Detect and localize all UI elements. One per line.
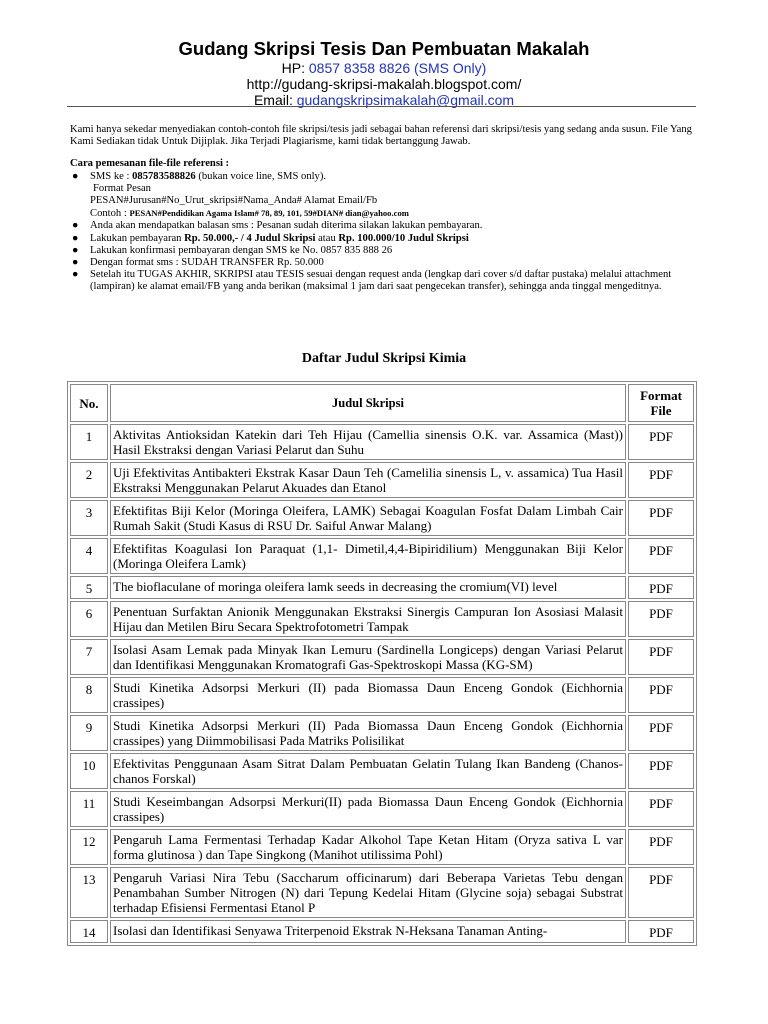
row-number: 4 [70,538,108,574]
row-title: Efektifitas Koagulasi Ion Paraquat (1,1- Dimetil,4,4-Bipiridilium) Menggunakan Biji Kelor (Moringa Oleifera Lamk) [110,538,626,574]
sms-number: 085783588826 [132,170,196,182]
table-row [70,576,694,599]
row-title: Studi Kinetika Adsorpsi Merkuri (II) Pada Biomassa Daun Enceng Gondok (Eichhornia crassipes) yang Diimmobilisasi Pada Matriks Polisilikat [110,715,626,751]
row-number: 12 [70,829,108,865]
row-number: 8 [70,677,108,713]
format-label: Format Pesan [93,182,151,194]
intro-paragraph: Kami hanya sekedar menyediakan contoh-contoh file skripsi/tesis jadi sebagai bahan referensi dari skripsi/tesis yang sedang anda susun. File Yang Kami Sediakan tidak Untuk Dijiplak. Jika Terjadi Plagiarisme, kami tidak bertanggung Jawab. [70,124,692,148]
order-step-sms: ● SMS ke : 085783588826 (bukan voice line, SMS only). [72,170,327,182]
row-format: PDF [628,791,694,827]
header-divider [67,106,696,107]
row-title: Penentuan Surfaktan Anionik Menggunakan Ekstraksi Sinergis Campuran Ion Asosiasi Malasit Hijau dan Metilen Biru Secara Spektrofotometri Tampak [110,601,626,637]
row-number: 5 [70,576,108,599]
bullet-icon: ● [72,220,79,232]
format-value: PESAN#Jurusan#No_Urut_skripsi#Nama_Anda# Alamat Email/Fb [90,195,378,207]
price-option-2: Rp. 100.000/10 Judul Skripsi [338,232,469,244]
row-number: 10 [70,753,108,789]
header-format: Format File [628,384,694,422]
header-judul: Judul Skripsi [110,384,626,422]
row-number: 7 [70,639,108,675]
row-number: 3 [70,500,108,536]
table-row [70,715,694,751]
document-title: Gudang Skripsi Tesis Dan Pembuatan Makalah [178,38,590,59]
order-step-payment: ● Lakukan pembayaran Rp. 50.000,- / 4 Judul Skripsi atau Rp. 100.000/10 Judul Skripsi [72,232,469,244]
table-row [70,677,694,713]
row-number: 2 [70,462,108,498]
table-row [70,601,694,637]
row-format: PDF [628,576,694,599]
row-title: The bioflaculane of moringa oleifera lamk seeds in decreasing the cromium(VI) level [110,576,626,599]
row-number: 13 [70,867,108,918]
table-row [70,639,694,675]
row-title: Pengaruh Lama Fermentasi Terhadap Kadar Alkohol Tape Ketan Hitam (Oryza sativa L var forma glutinosa ) dan Tape Singkong (Manihot utilissima Pohl) [110,829,626,865]
row-title: Uji Efektivitas Antibakteri Ekstrak Kasar Daun Teh (Camelilia sinensis L, v. assamica) Tua Hasil Ekstraksi Menggunakan Pelarut Akuades dan Etanol [110,462,626,498]
table-row [70,920,694,943]
email-label: Email: [253,92,293,108]
bullet-icon: ● [72,232,79,244]
phone-number: 0857 8358 8826 (SMS Only) [308,60,487,76]
blog-url: http://gudang-skripsi-makalah.blogspot.com/ [246,76,522,92]
bullet-icon: ● [72,244,79,256]
row-format: PDF [628,462,694,498]
row-title: Studi Kinetika Adsorpsi Merkuri (II) pada Biomassa Daun Enceng Gondok (Eichhornia crassipes) [110,677,626,713]
table-row [70,829,694,865]
table-row [70,500,694,536]
example-line: Contoh : PESAN#Pendidikan Agama Islam# 78, 89, 101, 59#DIAN# dian@yahoo.com [90,208,409,220]
row-format: PDF [628,601,694,637]
thesis-table [67,381,697,946]
row-number: 6 [70,601,108,637]
email-link[interactable]: gudangskripsimakalah@gmail.com [296,92,515,108]
phone-label: HP: [281,60,305,76]
row-title: Isolasi Asam Lemak pada Minyak Ikan Lemuru (Sardinella Longiceps) dengan Variasi Pelarut dan Identifikasi Menggunakan Kromatografi Gas-Spektroskopi Massa (KG-SM) [110,639,626,675]
row-format: PDF [628,829,694,865]
table-row [70,462,694,498]
table-row [70,424,694,460]
row-format: PDF [628,920,694,943]
row-title: Efektivitas Penggunaan Asam Sitrat Dalam Pembuatan Gelatin Tulang Ikan Bandeng (Chanos-chanos Forskal) [110,753,626,789]
row-format: PDF [628,639,694,675]
row-format: PDF [628,538,694,574]
row-number: 14 [70,920,108,943]
phone-line [0,60,768,76]
header-no: No. [70,384,108,422]
bullet-icon: ● [72,170,79,182]
table-header-row [70,384,694,422]
table-title: Daftar Judul Skripsi Kimia [301,351,467,366]
row-format: PDF [628,753,694,789]
row-title: Aktivitas Antioksidan Katekin dari Teh Hijau (Camellia sinensis O.K. var. Assamica (Mast)) Hasil Ekstraksi dengan Variasi Pelarut dan Suhu [110,424,626,460]
table-row [70,791,694,827]
order-step-confirm: ● Lakukan konfirmasi pembayaran dengan SMS ke No. 0857 835 888 26 [72,244,393,256]
row-number: 1 [70,424,108,460]
order-title: Cara pemesanan file-file referensi : [70,158,230,170]
table-row [70,753,694,789]
row-format: PDF [628,677,694,713]
row-number: 9 [70,715,108,751]
order-step-reply: ● Anda akan mendapatkan balasan sms : Pesanan sudah diterima silakan lakukan pembayaran. [72,220,483,232]
table-row [70,867,694,918]
order-step-format: ● Dengan format sms : SUDAH TRANSFER Rp. 50.000 [72,257,324,269]
row-title: Isolasi dan Identifikasi Senyawa Triterpenoid Ekstrak N-Heksana Tanaman Anting- [110,920,626,943]
example-value: PESAN#Pendidikan Agama Islam# 78, 89, 101, 59#DIAN# dian@yahoo.com [129,208,409,219]
order-steps [70,171,692,294]
order-step-delivery: ● Setelah itu TUGAS AKHIR, SKRIPSI atau TESIS sesuai dengan request anda (lengkap dari cover s/d daftar pustaka) melalui attachment (lampiran) ke alamat email/FB yang anda berikan (maksimal 1 jam dari saat pengecekan transfer), sehingga anda tinggal mengeditnya. [72,269,672,293]
row-format: PDF [628,424,694,460]
row-title: Studi Keseimbangan Adsorpsi Merkuri(II) pada Biomassa Daun Enceng Gondok (Eichhornia crassipes) [110,791,626,827]
thesis-table-wrap [67,381,696,946]
document-header [0,0,768,108]
row-format: PDF [628,867,694,918]
row-format: PDF [628,715,694,751]
table-row [70,538,694,574]
price-option-1: Rp. 50.000,- / 4 Judul Skripsi [184,232,316,244]
row-format: PDF [628,500,694,536]
row-title: Pengaruh Variasi Nira Tebu (Saccharum officinarum) dari Beberapa Varietas Tebu dengan Penambahan Sumber Nitrogen (N) dari Tepung Kedelai Hitam (Glycine soja) sebagai Substrat terhadap Efisiensi Fermentasi Etanol P [110,867,626,918]
intro-section [70,124,692,294]
table-body [70,424,694,943]
bullet-icon: ● [72,257,79,269]
row-title: Efektifitas Biji Kelor (Moringa Oleifera, LAMK) Sebagai Koagulan Fosfat Dalam Limbah Cair Rumah Sakit (Studi Kasus di RSU Dr. Saiful Anwar Malang) [110,500,626,536]
bullet-icon: ● [72,269,79,281]
row-number: 11 [70,791,108,827]
